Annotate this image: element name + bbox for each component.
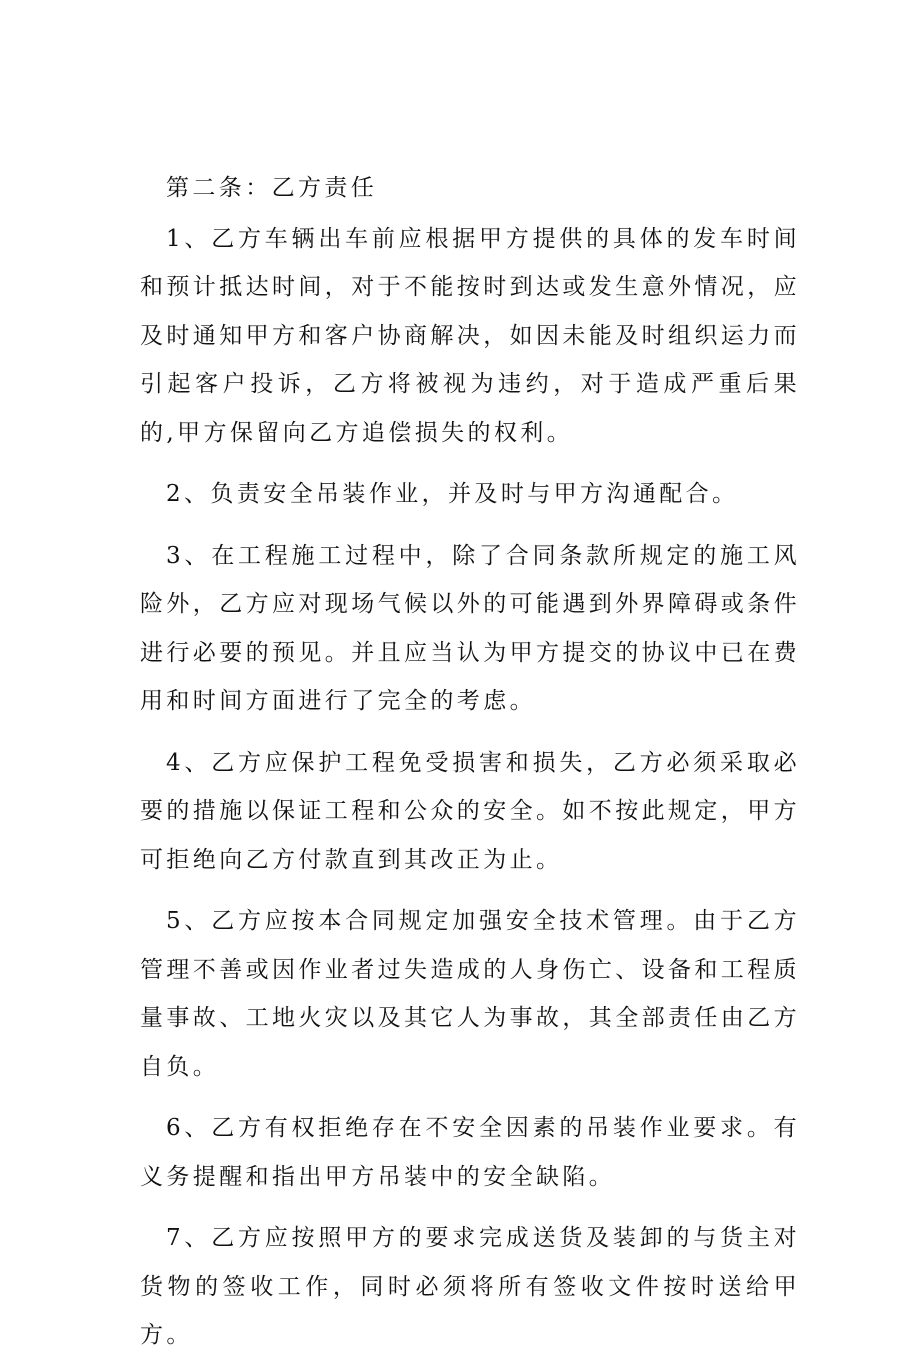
clause-6: 6、乙方有权拒绝存在不安全因素的吊装作业要求。有义务提醒和指出甲方吊装中的安全缺陷。	[140, 1115, 800, 1190]
clause-5: 5、乙方应按本合同规定加强安全技术管理。由于乙方管理不善或因作业者过失造成的人身伤亡、设备和工程质量事故、工地火灾以及其它人为事故，其全部责任由乙方自负。	[140, 908, 800, 1080]
clause-2: 2、负责安全吊装作业，并及时与甲方沟通配合。	[166, 481, 739, 507]
document-body	[140, 164, 800, 1360]
clause-1: 1、乙方车辆出车前应根据甲方提供的具体的发车时间和预计抵达时间，对于不能按时到达或发生意外情况，应及时通知甲方和客户协商解决，如因未能及时组织运力而引起客户投诉，乙方将被视为违约，对于造成严重后果的,甲方保留向乙方追偿损失的权利。	[140, 225, 800, 446]
section-heading: 第二条：乙方责任	[166, 175, 378, 201]
clause-7: 7、乙方应按照甲方的要求完成送货及装卸的与货主对货物的签收工作，同时必须将所有签收文件按时送给甲方。	[140, 1225, 800, 1348]
clause-3: 3、在工程施工过程中，除了合同条款所规定的施工风险外，乙方应对现场气候以外的可能遇到外界障碍或条件进行必要的预见。并且应当认为甲方提交的协议中已在费用和时间方面进行了完全的考虑。	[140, 542, 800, 714]
clause-4: 4、乙方应保护工程免受损害和损失，乙方必须采取必要的措施以保证工程和公众的安全。如不按此规定，甲方可拒绝向乙方付款直到其改正为止。	[140, 749, 800, 873]
